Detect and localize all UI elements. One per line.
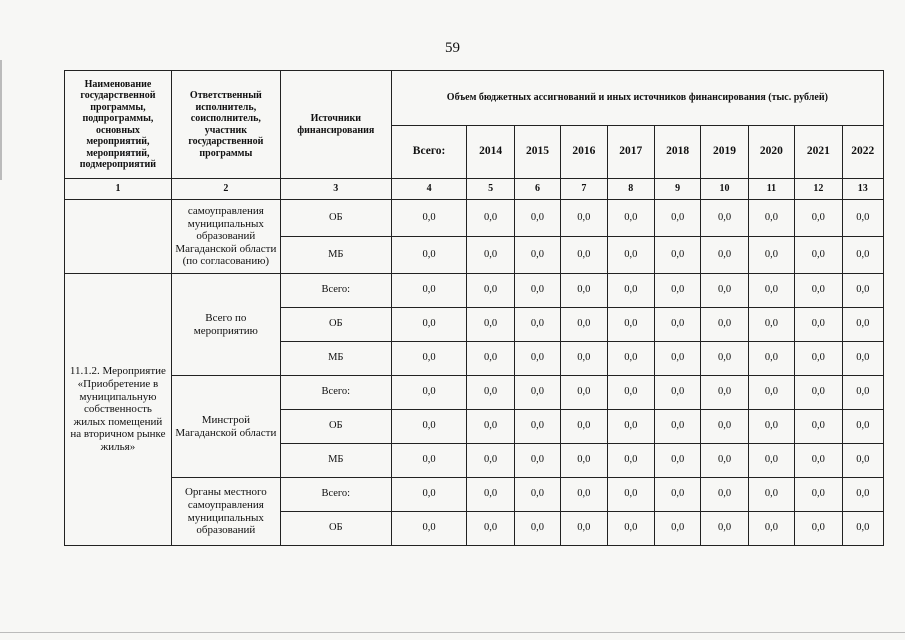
amount-cell: 0,0: [467, 444, 514, 478]
amount-cell: 0,0: [748, 512, 794, 546]
header-total: Всего:: [391, 126, 467, 179]
table-row: [65, 376, 884, 410]
funding-source-cell: ОБ: [280, 410, 391, 444]
program-name-cell-empty: [65, 200, 172, 274]
funding-source-cell: МБ: [280, 444, 391, 478]
amount-cell: 0,0: [748, 274, 794, 308]
amount-cell: 0,0: [607, 308, 654, 342]
amount-cell: 0,0: [391, 410, 467, 444]
amount-cell: 0,0: [842, 200, 883, 237]
scan-edge-bottom: [0, 632, 905, 633]
amount-cell: 0,0: [795, 444, 842, 478]
column-index: 1: [65, 179, 172, 200]
amount-cell: 0,0: [514, 200, 560, 237]
amount-cell: 0,0: [701, 512, 748, 546]
header-year-2021: 2021: [795, 126, 842, 179]
funding-source-cell: МБ: [280, 342, 391, 376]
page-number: 59: [445, 40, 460, 56]
scan-edge-left: [0, 60, 2, 180]
amount-cell: 0,0: [701, 376, 748, 410]
header-year-2022: 2022: [842, 126, 883, 179]
amount-cell: 0,0: [795, 237, 842, 274]
amount-cell: 0,0: [607, 200, 654, 237]
amount-cell: 0,0: [795, 342, 842, 376]
amount-cell: 0,0: [654, 444, 700, 478]
column-index: 9: [654, 179, 700, 200]
amount-cell: 0,0: [467, 512, 514, 546]
column-index: 10: [701, 179, 748, 200]
column-index: 2: [171, 179, 280, 200]
column-index: 5: [467, 179, 514, 200]
amount-cell: 0,0: [514, 237, 560, 274]
amount-cell: 0,0: [391, 237, 467, 274]
amount-cell: 0,0: [748, 444, 794, 478]
amount-cell: 0,0: [561, 200, 607, 237]
funding-source-cell: Всего:: [280, 376, 391, 410]
amount-cell: 0,0: [514, 444, 560, 478]
amount-cell: 0,0: [701, 444, 748, 478]
table-row: [65, 200, 884, 237]
amount-cell: 0,0: [795, 376, 842, 410]
header-funding-source: Источники финансирования: [280, 71, 391, 179]
amount-cell: 0,0: [391, 274, 467, 308]
amount-cell: 0,0: [391, 342, 467, 376]
funding-source-cell: ОБ: [280, 512, 391, 546]
amount-cell: 0,0: [701, 200, 748, 237]
amount-cell: 0,0: [654, 376, 700, 410]
header-year-2019: 2019: [701, 126, 748, 179]
executor-cell: Органы местного самоуправления муниципальных образований: [171, 478, 280, 546]
amount-cell: 0,0: [842, 512, 883, 546]
amount-cell: 0,0: [701, 237, 748, 274]
amount-cell: 0,0: [391, 478, 467, 512]
column-index: 11: [748, 179, 794, 200]
amount-cell: 0,0: [654, 512, 700, 546]
amount-cell: 0,0: [748, 376, 794, 410]
amount-cell: 0,0: [607, 512, 654, 546]
amount-cell: 0,0: [561, 237, 607, 274]
amount-cell: 0,0: [748, 410, 794, 444]
amount-cell: 0,0: [561, 342, 607, 376]
amount-cell: 0,0: [607, 376, 654, 410]
amount-cell: 0,0: [842, 274, 883, 308]
amount-cell: 0,0: [514, 478, 560, 512]
amount-cell: 0,0: [654, 200, 700, 237]
amount-cell: 0,0: [391, 200, 467, 237]
amount-cell: 0,0: [561, 512, 607, 546]
amount-cell: 0,0: [795, 512, 842, 546]
amount-cell: 0,0: [514, 342, 560, 376]
table-row: [65, 274, 884, 308]
amount-cell: 0,0: [654, 308, 700, 342]
amount-cell: 0,0: [467, 478, 514, 512]
funding-source-cell: Всего:: [280, 274, 391, 308]
funding-source-cell: МБ: [280, 237, 391, 274]
amount-cell: 0,0: [842, 376, 883, 410]
amount-cell: 0,0: [842, 444, 883, 478]
amount-cell: 0,0: [842, 237, 883, 274]
amount-cell: 0,0: [795, 308, 842, 342]
amount-cell: 0,0: [701, 410, 748, 444]
amount-cell: 0,0: [654, 478, 700, 512]
header-year-2015: 2015: [514, 126, 560, 179]
amount-cell: 0,0: [607, 444, 654, 478]
header-year-2014: 2014: [467, 126, 514, 179]
column-index: 8: [607, 179, 654, 200]
amount-cell: 0,0: [701, 342, 748, 376]
amount-cell: 0,0: [467, 410, 514, 444]
amount-cell: 0,0: [607, 410, 654, 444]
amount-cell: 0,0: [748, 478, 794, 512]
amount-cell: 0,0: [654, 410, 700, 444]
column-index: 6: [514, 179, 560, 200]
funding-source-cell: Всего:: [280, 478, 391, 512]
amount-cell: 0,0: [561, 376, 607, 410]
amount-cell: 0,0: [561, 308, 607, 342]
amount-cell: 0,0: [701, 308, 748, 342]
executor-cell: Всего по мероприятию: [171, 274, 280, 376]
amount-cell: 0,0: [842, 342, 883, 376]
amount-cell: 0,0: [467, 237, 514, 274]
amount-cell: 0,0: [654, 237, 700, 274]
amount-cell: 0,0: [391, 308, 467, 342]
column-index: 7: [561, 179, 607, 200]
budget-table: [64, 70, 884, 546]
header-budget-group: Объем бюджетных ассигнований и иных источников финансирования (тыс. рублей): [391, 71, 883, 126]
header-year-2016: 2016: [561, 126, 607, 179]
amount-cell: 0,0: [701, 274, 748, 308]
amount-cell: 0,0: [467, 376, 514, 410]
amount-cell: 0,0: [795, 410, 842, 444]
amount-cell: 0,0: [607, 274, 654, 308]
amount-cell: 0,0: [467, 308, 514, 342]
amount-cell: 0,0: [514, 308, 560, 342]
amount-cell: 0,0: [391, 444, 467, 478]
amount-cell: 0,0: [795, 200, 842, 237]
amount-cell: 0,0: [842, 308, 883, 342]
executor-cell: самоуправления муниципальных образований Магаданской области (по согласованию): [171, 200, 280, 274]
amount-cell: 0,0: [607, 342, 654, 376]
funding-source-cell: ОБ: [280, 200, 391, 237]
amount-cell: 0,0: [467, 274, 514, 308]
amount-cell: 0,0: [514, 376, 560, 410]
amount-cell: 0,0: [701, 478, 748, 512]
amount-cell: 0,0: [654, 274, 700, 308]
amount-cell: 0,0: [748, 308, 794, 342]
amount-cell: 0,0: [842, 410, 883, 444]
amount-cell: 0,0: [654, 342, 700, 376]
amount-cell: 0,0: [561, 410, 607, 444]
amount-cell: 0,0: [514, 410, 560, 444]
column-index: 3: [280, 179, 391, 200]
amount-cell: 0,0: [561, 478, 607, 512]
amount-cell: 0,0: [748, 200, 794, 237]
amount-cell: 0,0: [561, 274, 607, 308]
amount-cell: 0,0: [842, 478, 883, 512]
column-index: 4: [391, 179, 467, 200]
executor-cell: Минстрой Магаданской области: [171, 376, 280, 478]
amount-cell: 0,0: [748, 237, 794, 274]
header-year-2017: 2017: [607, 126, 654, 179]
measure-name-cell: 11.1.2. Мероприятие «Приобретение в муниципальную собственность жилых помещений на вторичном рынке жилья»: [65, 274, 172, 546]
table-row: [65, 478, 884, 512]
header-year-2018: 2018: [654, 126, 700, 179]
column-index: 12: [795, 179, 842, 200]
header-program-name: Наименование государственной программы, подпрограммы, основных мероприятий, мероприятий, подмероприятий: [65, 71, 172, 179]
amount-cell: 0,0: [391, 376, 467, 410]
amount-cell: 0,0: [795, 274, 842, 308]
amount-cell: 0,0: [391, 512, 467, 546]
amount-cell: 0,0: [467, 200, 514, 237]
funding-source-cell: ОБ: [280, 308, 391, 342]
amount-cell: 0,0: [514, 512, 560, 546]
header-year-2020: 2020: [748, 126, 794, 179]
amount-cell: 0,0: [795, 478, 842, 512]
column-index: 13: [842, 179, 883, 200]
header-executor: Ответственный исполнитель, соисполнитель, участник государственной программы: [171, 71, 280, 179]
amount-cell: 0,0: [607, 237, 654, 274]
amount-cell: 0,0: [467, 342, 514, 376]
amount-cell: 0,0: [607, 478, 654, 512]
amount-cell: 0,0: [748, 342, 794, 376]
amount-cell: 0,0: [561, 444, 607, 478]
amount-cell: 0,0: [514, 274, 560, 308]
